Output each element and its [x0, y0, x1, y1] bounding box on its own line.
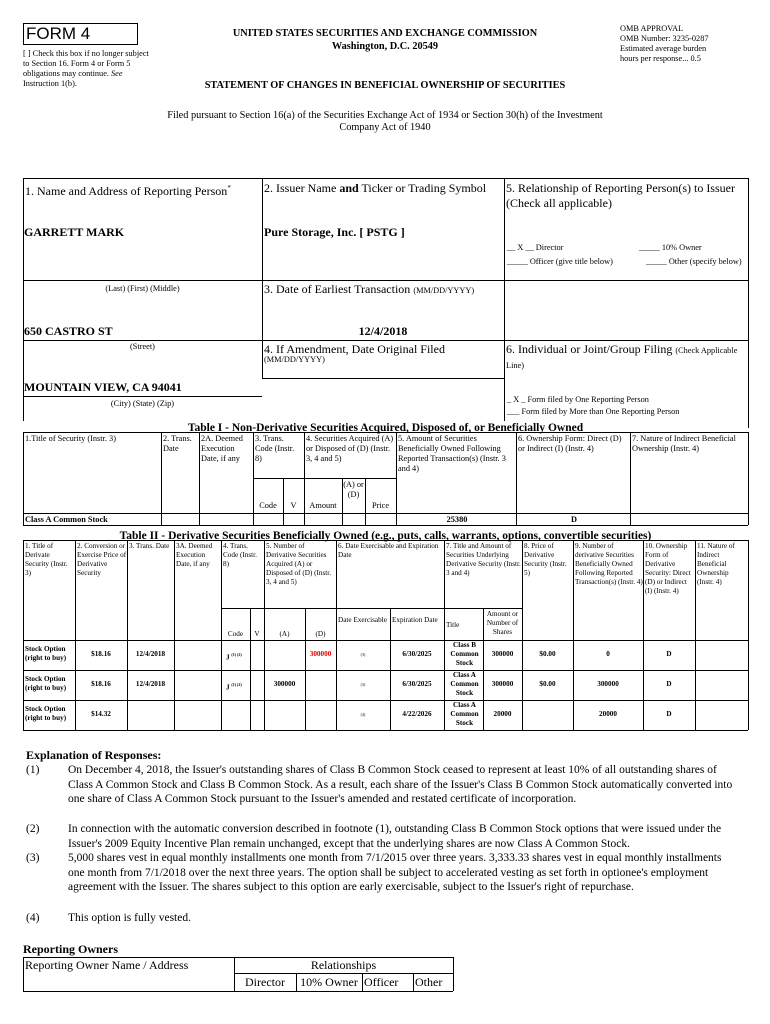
t2-row3-under-amount: 20000 [493, 710, 512, 718]
table1-title: Table I - Non-Derivative Securities Acquired, Disposed of, or Beneficially Owned [23, 421, 748, 435]
footnote-4-num: (4) [26, 912, 40, 924]
t2-row2-under-amount: 300000 [491, 680, 514, 688]
t1-sub-ad: (A) or (D) [343, 480, 364, 499]
footnote-3-text: 5,000 shares vest in equal monthly installments one month from 7/1/2015 over three years. 3,333.33 shares vest in equal monthly installments one month from 7/1/2018 over the next three years. The option shall be subject to accelerated vesting as set forth in optionee's employment agreement with the Issuer. The shares subject to this option are early exercisable, subject to the Issuer's right of repurchase. [68, 852, 722, 893]
box2-label: 2. Issuer Name and Ticker or Trading Symbol [264, 181, 487, 195]
t2-v7 [444, 540, 445, 730]
t2-row1-deriv-price: $0.00 [539, 650, 556, 658]
t2-v10 [643, 540, 644, 730]
t2-h8: 8. Price of Derivative Security (Instr. 5) [524, 542, 567, 577]
table2-title: Table II - Derivative Securities Beneficially Owned (e.g., puts, calls, warrants, options, convertible securities) [23, 529, 748, 543]
t1-row-ownership: D [571, 515, 577, 524]
reporting-person-name: GARRETT MARK [24, 225, 125, 239]
rel-ten-pct: _____ 10% Owner [639, 243, 702, 252]
owners-heading: Reporting Owners [23, 942, 118, 956]
t2-row2-owned: 300000 [597, 680, 619, 688]
omb-hours: hours per response... 0.5 [620, 54, 701, 63]
owners-v4 [413, 973, 414, 991]
t1-sub-v: V [290, 501, 297, 510]
t2-row2-date-ex: (3) [360, 682, 366, 687]
t2-v11 [695, 540, 696, 730]
t1-v0 [23, 432, 24, 525]
t2-sub-code: Code [227, 630, 244, 638]
t2-sub-a: (A) [279, 630, 290, 638]
t2-h6: 6. Date Exercisable and Expiration Date [338, 542, 439, 559]
footnote-2-text: In connection with the automatic conversion described in footnote (1), outstanding Class B Common Stock options that were issued under the Issuer's 2009 Equity Incentive Plan remain unchanged, except that the underlying shares are now Class A Common Stock. [68, 823, 722, 850]
owners-bottom [23, 991, 453, 992]
t2-h3a: 3A. Deemed Execution Date, if any [176, 542, 213, 568]
t2-row2-title: Stock Option (right to buy) [25, 675, 67, 692]
omb-approval: OMB APPROVAL [620, 24, 684, 33]
top-border [23, 178, 748, 179]
t2-row1-date: 12/4/2018 [135, 650, 166, 658]
owners-col-name: Reporting Owner Name / Address [25, 958, 189, 972]
t2-sub-amount: Amount or Number of Shares [486, 610, 519, 636]
t1-v7 [630, 432, 631, 525]
owners-director: Director [245, 975, 285, 989]
agency-location: Washington, D.C. 20549 [331, 41, 439, 52]
t1-row-amount: 25380 [446, 515, 468, 524]
t2-row1-code: J $^{(1) (2)}$ [226, 652, 242, 662]
t2-row1-own-form: D [666, 650, 672, 658]
footnote-1-text: On December 4, 2018, the Issuer's outstanding shares of Class B Common Stock ceased to represent at least 10% of all outstanding shares of Class A Common Stock and Class B Common Stock. As a result, each share of the Issuer's Class B Common Stock automatically converted into one share of Class A Common Stock pursuant to the Issuer's amended and restated certificate of incorporation. [68, 764, 733, 805]
t2-v6 [336, 540, 337, 730]
t2-h1: 1. Title of Derivate Security (Instr. 3) [25, 542, 68, 577]
t2-v2 [127, 540, 128, 730]
box3-label: 3. Date of Earliest Transaction (MM/DD/YYYY) [264, 282, 475, 296]
t2-sub-top-a [221, 608, 338, 609]
t2-v0 [23, 540, 24, 730]
t2-h3: 3. Trans. Date [129, 542, 170, 550]
owners-v3 [362, 973, 363, 991]
divider-2-5 [504, 178, 505, 428]
footnote-2-num: (2) [26, 823, 40, 835]
omb-box [620, 24, 760, 64]
box6-label: 6. Individual or Joint/Group Filing (Check Applicable Line) [506, 342, 738, 370]
t2-h7: 7. Title and Amount of Securities Underlying Derivative Security (Instr. 3 and 4) [446, 542, 521, 577]
t2-r3 [23, 730, 748, 731]
footnote-1-num: (1) [26, 764, 40, 776]
t1-row-title: Class A Common Stock [25, 515, 108, 524]
t2-row1-under-title: Class B Common Stock [450, 641, 479, 667]
box1-line-a [23, 280, 262, 281]
box1-label: 1. Name and Address of Reporting Person* [25, 184, 231, 198]
owners-v5 [453, 957, 454, 991]
t2-h11: 11. Nature of Indirect Beneficial Ownership (Instr. 4) [697, 542, 735, 586]
t2-v12 [748, 540, 749, 730]
t2-row3-owned: 20000 [599, 710, 617, 718]
box4-format: (MM/DD/YYYY) [264, 355, 325, 364]
owners-v0 [23, 957, 24, 991]
t2-row1-price: $18.16 [91, 650, 111, 658]
t2-row3-title: Stock Option (right to buy) [25, 705, 67, 722]
explanation-heading: Explanation of Responses: [26, 748, 162, 762]
t2-row2-date: 12/4/2018 [135, 680, 166, 688]
street-address: 650 CASTRO ST [24, 324, 113, 338]
footnote-4-text: This option is fully vested. [68, 912, 191, 924]
t1-h4: 4. Securities Acquired (A) or Disposed of (D) (Instr. 3, 4 and 5) [306, 434, 394, 463]
t2-row1-title: Stock Option (right to buy) [25, 645, 67, 662]
t2-header-bottom [23, 640, 748, 641]
box4-label: 4. If Amendment, Date Original Filed [264, 342, 445, 356]
t2-h5: 5. Number of Derivative Securities Acquired (A) or Disposed of (D) (Instr. 3, 4 and 5) [266, 542, 332, 586]
filing-one-person: _ X _ Form filed by One Reporting Person [507, 395, 649, 404]
t1-header-bottom [23, 513, 748, 514]
t2-row2-own-form: D [666, 680, 672, 688]
t2-row3-own-form: D [666, 710, 672, 718]
t2-v-a [305, 608, 306, 730]
earliest-transaction-date: 12/4/2018 [358, 324, 408, 338]
t1-sub-amount: Amount [309, 501, 337, 510]
t1-sub-code: Code [259, 501, 277, 510]
t1-h2: 2. Trans. Date [163, 434, 192, 453]
t1-v2 [199, 432, 200, 525]
t2-row1-owned: 0 [606, 650, 610, 658]
t2-row1-exp: 6/30/2025 [402, 650, 432, 658]
t1-h5: 5. Amount of Securities Beneficially Owned Following Reported Transaction(s) (Instr. 3 and 4) [398, 434, 506, 473]
name-parts-label: (Last) (First) (Middle) [105, 284, 180, 293]
city-state-zip: MOUNTAIN VIEW, CA 94041 [24, 380, 182, 394]
t2-sub-top-b [336, 608, 522, 609]
instruction-ref: Instruction 1(b). [23, 79, 77, 88]
owners-col-rel: Relationships [310, 958, 377, 972]
t1-h7: 7. Nature of Indirect Beneficial Ownership (Instr. 4) [632, 434, 736, 453]
owners-mid [234, 973, 453, 974]
t1-h6: 6. Ownership Form: Direct (D) or Indirect (I) (Instr. 4) [518, 434, 622, 453]
box3-top [262, 280, 748, 281]
issuer-name: Pure Storage, Inc. [ PSTG ] [264, 225, 405, 239]
t2-row2-exp: 6/30/2025 [402, 680, 432, 688]
agency-name: UNITED STATES SECURITIES AND EXCHANGE COMMISSION [232, 28, 538, 39]
t2-sub-d: (D) [315, 630, 326, 638]
t2-row2-code: J $^{(1) (2)}$ [226, 682, 242, 692]
t1-top [23, 432, 748, 433]
owners-other: Other [415, 975, 443, 989]
t2-row3-price: $14.32 [91, 710, 111, 718]
right-border [748, 178, 749, 428]
t2-v8 [522, 540, 523, 730]
t2-row1-date-ex: (3) [360, 652, 366, 657]
street-label: (Street) [130, 342, 155, 351]
t2-h9: 9. Number of derivative Securities Beneficially Owned Following Reported Transaction(s) (Instr. 4) [575, 542, 643, 586]
t2-row3-under-title: Class A Common Stock [450, 701, 479, 727]
t1-h2a: 2A. Deemed Execution Date, if any [201, 434, 243, 463]
t1-sub-top [253, 478, 396, 479]
city-label: (City) (State) (Zip) [110, 399, 175, 408]
t2-row2-price: $18.16 [91, 680, 111, 688]
t1-v8 [748, 432, 749, 525]
t2-v9 [573, 540, 574, 730]
t1-v5 [396, 432, 397, 525]
t2-sub-exp: Expiration Date [392, 616, 438, 624]
t2-sub-title: Title [446, 621, 460, 629]
box5-label: 5. Relationship of Reporting Person(s) to Issuer (Check all applicable) [506, 181, 735, 210]
t2-h2: 2. Conversion or Exercise Price of Derivative Security [77, 542, 127, 577]
t2-row2-deriv-price: $0.00 [539, 680, 556, 688]
omb-burden: Estimated average burden [620, 44, 707, 53]
checkbox-text-main: [ ] Check this box if no longer subject to Section 16. Form 4 or Form 5 obligations may continue. [23, 49, 149, 78]
t2-row2-a: 300000 [273, 680, 296, 688]
see-word: See [111, 69, 123, 78]
owners-ten-pct: 10% Owner [300, 975, 358, 989]
t2-top [23, 540, 748, 541]
box4-top [23, 340, 748, 341]
t1-h3: 3. Trans. Code (Instr. 8) [255, 434, 295, 463]
omb-number: OMB Number: 3235-0287 [620, 34, 709, 43]
footnote-3-num: (3) [26, 852, 40, 864]
t1-sub-price: Price [371, 501, 390, 510]
t2-row1-under-amount: 300000 [491, 650, 514, 658]
t2-row3-exp: 4/22/2026 [402, 710, 432, 718]
t1-v1 [161, 432, 162, 525]
t2-row3-date-ex: (4) [360, 712, 366, 717]
t2-row1-d: 300000 [309, 650, 332, 658]
filing-more-persons: ___ Form filed by More than One Reporting Person [507, 407, 680, 416]
statement-title: STATEMENT OF CHANGES IN BENEFICIAL OWNERSHIP OF SECURITIES [204, 80, 566, 91]
t2-h10: 10. Ownership Form of Derivative Security: Direct (D) or Indirect (I) (Instr. 4) [645, 542, 691, 595]
t1-v6 [516, 432, 517, 525]
t2-r1 [23, 670, 748, 671]
form-title: FORM 4 [26, 24, 91, 43]
t2-h4: 4. Trans. Code (Instr. 8) [223, 542, 257, 568]
filed-pursuant: Filed pursuant to Section 16(a) of the Securities Exchange Act of 1934 or Section 30(h) of the Investment Company Act of 1940 [167, 110, 603, 133]
t2-row2-under-title: Class A Common Stock [450, 671, 479, 697]
box1-line-b [23, 396, 262, 397]
t2-r2 [23, 700, 748, 701]
rel-officer: _____ Officer (give title below) [507, 257, 613, 266]
rel-director: __ X __ Director [507, 243, 564, 252]
t1-h1: 1.Title of Security (Instr. 3) [25, 434, 116, 443]
t1-bottom [23, 525, 748, 526]
box4-bottom [262, 378, 504, 379]
divider-1-2 [262, 178, 263, 378]
t2-v3 [174, 540, 175, 730]
t2-v1 [75, 540, 76, 730]
owners-officer: Officer [364, 975, 399, 989]
t2-v-code [250, 608, 251, 730]
checkbox-text [23, 49, 151, 89]
rel-other: _____ Other (specify below) [646, 257, 742, 266]
t2-sub-v: V [254, 630, 260, 638]
t2-sub-date-ex: Date Exercisable [338, 616, 387, 624]
